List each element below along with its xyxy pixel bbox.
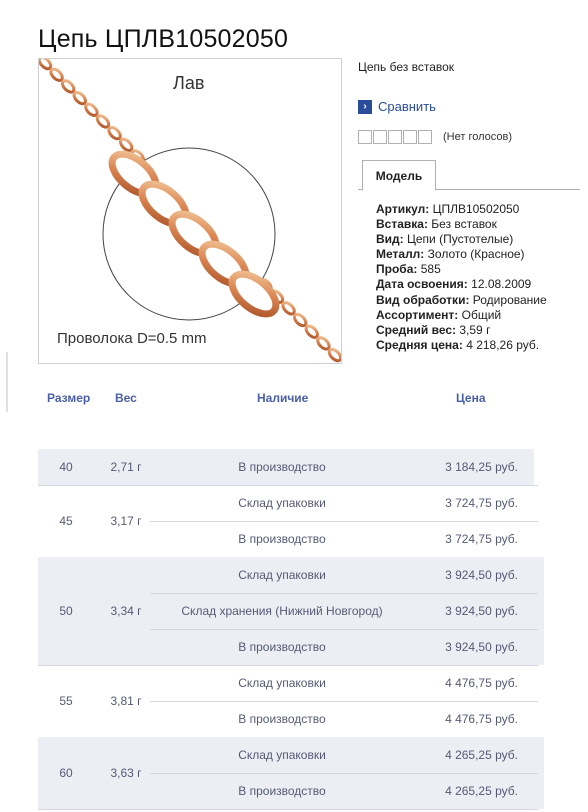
cell-price: 3 924,50 руб.	[445, 568, 518, 582]
cell-availability: В производство	[238, 712, 326, 726]
rating-star-icon[interactable]	[358, 130, 372, 144]
cell-availability: В производство	[238, 532, 326, 546]
cell-price: 3 724,75 руб.	[445, 532, 518, 546]
spec-row	[376, 308, 547, 323]
spec-row	[376, 338, 547, 353]
spec-value: Золото (Красное)	[427, 247, 525, 262]
compare-link[interactable]	[358, 99, 436, 114]
spec-label: Дата освоения:	[376, 277, 468, 292]
spec-value: 12.08.2009	[471, 277, 532, 292]
spec-label: Ассортимент:	[376, 307, 459, 322]
tab-model[interactable]: Модель	[362, 160, 436, 191]
spec-row	[376, 232, 547, 247]
rating-star-icon[interactable]	[418, 130, 432, 144]
cell-size: 45	[59, 514, 73, 528]
spec-label: Вставка:	[376, 217, 428, 232]
cell-size: 60	[59, 766, 73, 780]
spec-value: Без вставок	[431, 217, 497, 232]
spec-label: Вид обработки:	[376, 292, 470, 307]
spec-value: 4 218,26 руб.	[466, 337, 540, 352]
cell-size: 40	[59, 460, 73, 474]
cell-price: 4 476,75 руб.	[445, 676, 518, 690]
product-image[interactable]	[38, 58, 342, 364]
spec-row	[376, 323, 547, 338]
votes-count: (Нет голосов)	[443, 131, 513, 143]
spec-row	[376, 202, 547, 217]
column-header-availability: Наличие	[257, 391, 309, 405]
chain-illustration	[39, 59, 341, 363]
spec-label: Вид:	[376, 232, 404, 247]
cell-price: 4 265,25 руб.	[445, 784, 518, 798]
cell-weight: 3,81 г	[110, 694, 142, 708]
rating-star-icon[interactable]	[388, 130, 402, 144]
cell-availability: Склад упаковки	[238, 496, 326, 510]
cell-weight: 3,34 г	[110, 604, 142, 618]
inserts-text: Цепь без вставок	[358, 60, 455, 74]
spec-value: ЦПЛВ10502050	[432, 202, 520, 216]
image-label-top: Лав	[173, 73, 205, 93]
group-divider	[38, 809, 538, 810]
cell-weight: 3,17 г	[110, 514, 142, 528]
row-divider	[150, 521, 538, 522]
group-divider	[38, 665, 538, 666]
spec-row	[376, 262, 547, 277]
compare-label: Сравнить	[378, 99, 436, 114]
cell-price: 4 265,25 руб.	[445, 748, 518, 762]
cell-availability: Склад хранения (Нижний Новгород)	[181, 604, 383, 618]
column-header-price: Цена	[456, 391, 486, 405]
spec-label: Средняя цена:	[376, 337, 463, 352]
spec-row	[376, 247, 547, 262]
column-header-size: Размер	[47, 391, 91, 405]
cell-weight: 3,63 г	[110, 766, 142, 780]
page-title: Цепь ЦПЛВ10502050	[38, 24, 289, 53]
spec-label: Артикул:	[376, 202, 430, 216]
cell-availability: Склад упаковки	[238, 748, 326, 762]
margin-mark	[6, 352, 8, 412]
row-divider	[150, 701, 538, 702]
spec-value: Цепи (Пустотелые)	[407, 232, 514, 247]
cell-weight: 2,71 г	[110, 460, 142, 474]
cell-price: 4 476,75 руб.	[445, 712, 518, 726]
specs-list	[376, 202, 547, 353]
rating-star-icon[interactable]	[403, 130, 417, 144]
spec-value: Общий	[461, 307, 502, 322]
spec-label: Проба:	[376, 262, 418, 277]
column-header-weight: Вес	[115, 391, 137, 405]
spec-label: Металл:	[376, 247, 425, 262]
spec-row	[376, 277, 547, 292]
spec-value: 585	[420, 262, 441, 277]
cell-availability: В производство	[238, 640, 326, 654]
spec-row	[376, 293, 547, 308]
cell-availability: Склад упаковки	[238, 676, 326, 690]
row-divider	[150, 593, 538, 594]
image-label-bottom: Проволока D=0.5 mm	[57, 330, 207, 347]
rating-widget[interactable]	[358, 130, 512, 144]
cell-availability: В производство	[238, 784, 326, 798]
spec-row	[376, 217, 547, 232]
spec-label: Средний вес:	[376, 322, 457, 337]
cell-availability: Склад упаковки	[238, 568, 326, 582]
cell-price: 3 184,25 руб.	[445, 460, 518, 474]
rating-star-icon[interactable]	[373, 130, 387, 144]
spec-value: 3,59 г	[459, 322, 491, 337]
cell-size: 50	[59, 604, 73, 618]
cell-availability: В производство	[238, 460, 326, 474]
row-divider	[150, 773, 538, 774]
row-divider	[150, 629, 538, 630]
group-divider	[38, 485, 538, 486]
cell-price: 3 924,50 руб.	[445, 604, 518, 618]
spec-value: Родирование	[472, 292, 547, 307]
arrow-right-icon: ›	[358, 100, 372, 114]
cell-size: 55	[59, 694, 73, 708]
cell-price: 3 924,50 руб.	[445, 640, 518, 654]
cell-price: 3 724,75 руб.	[445, 496, 518, 510]
